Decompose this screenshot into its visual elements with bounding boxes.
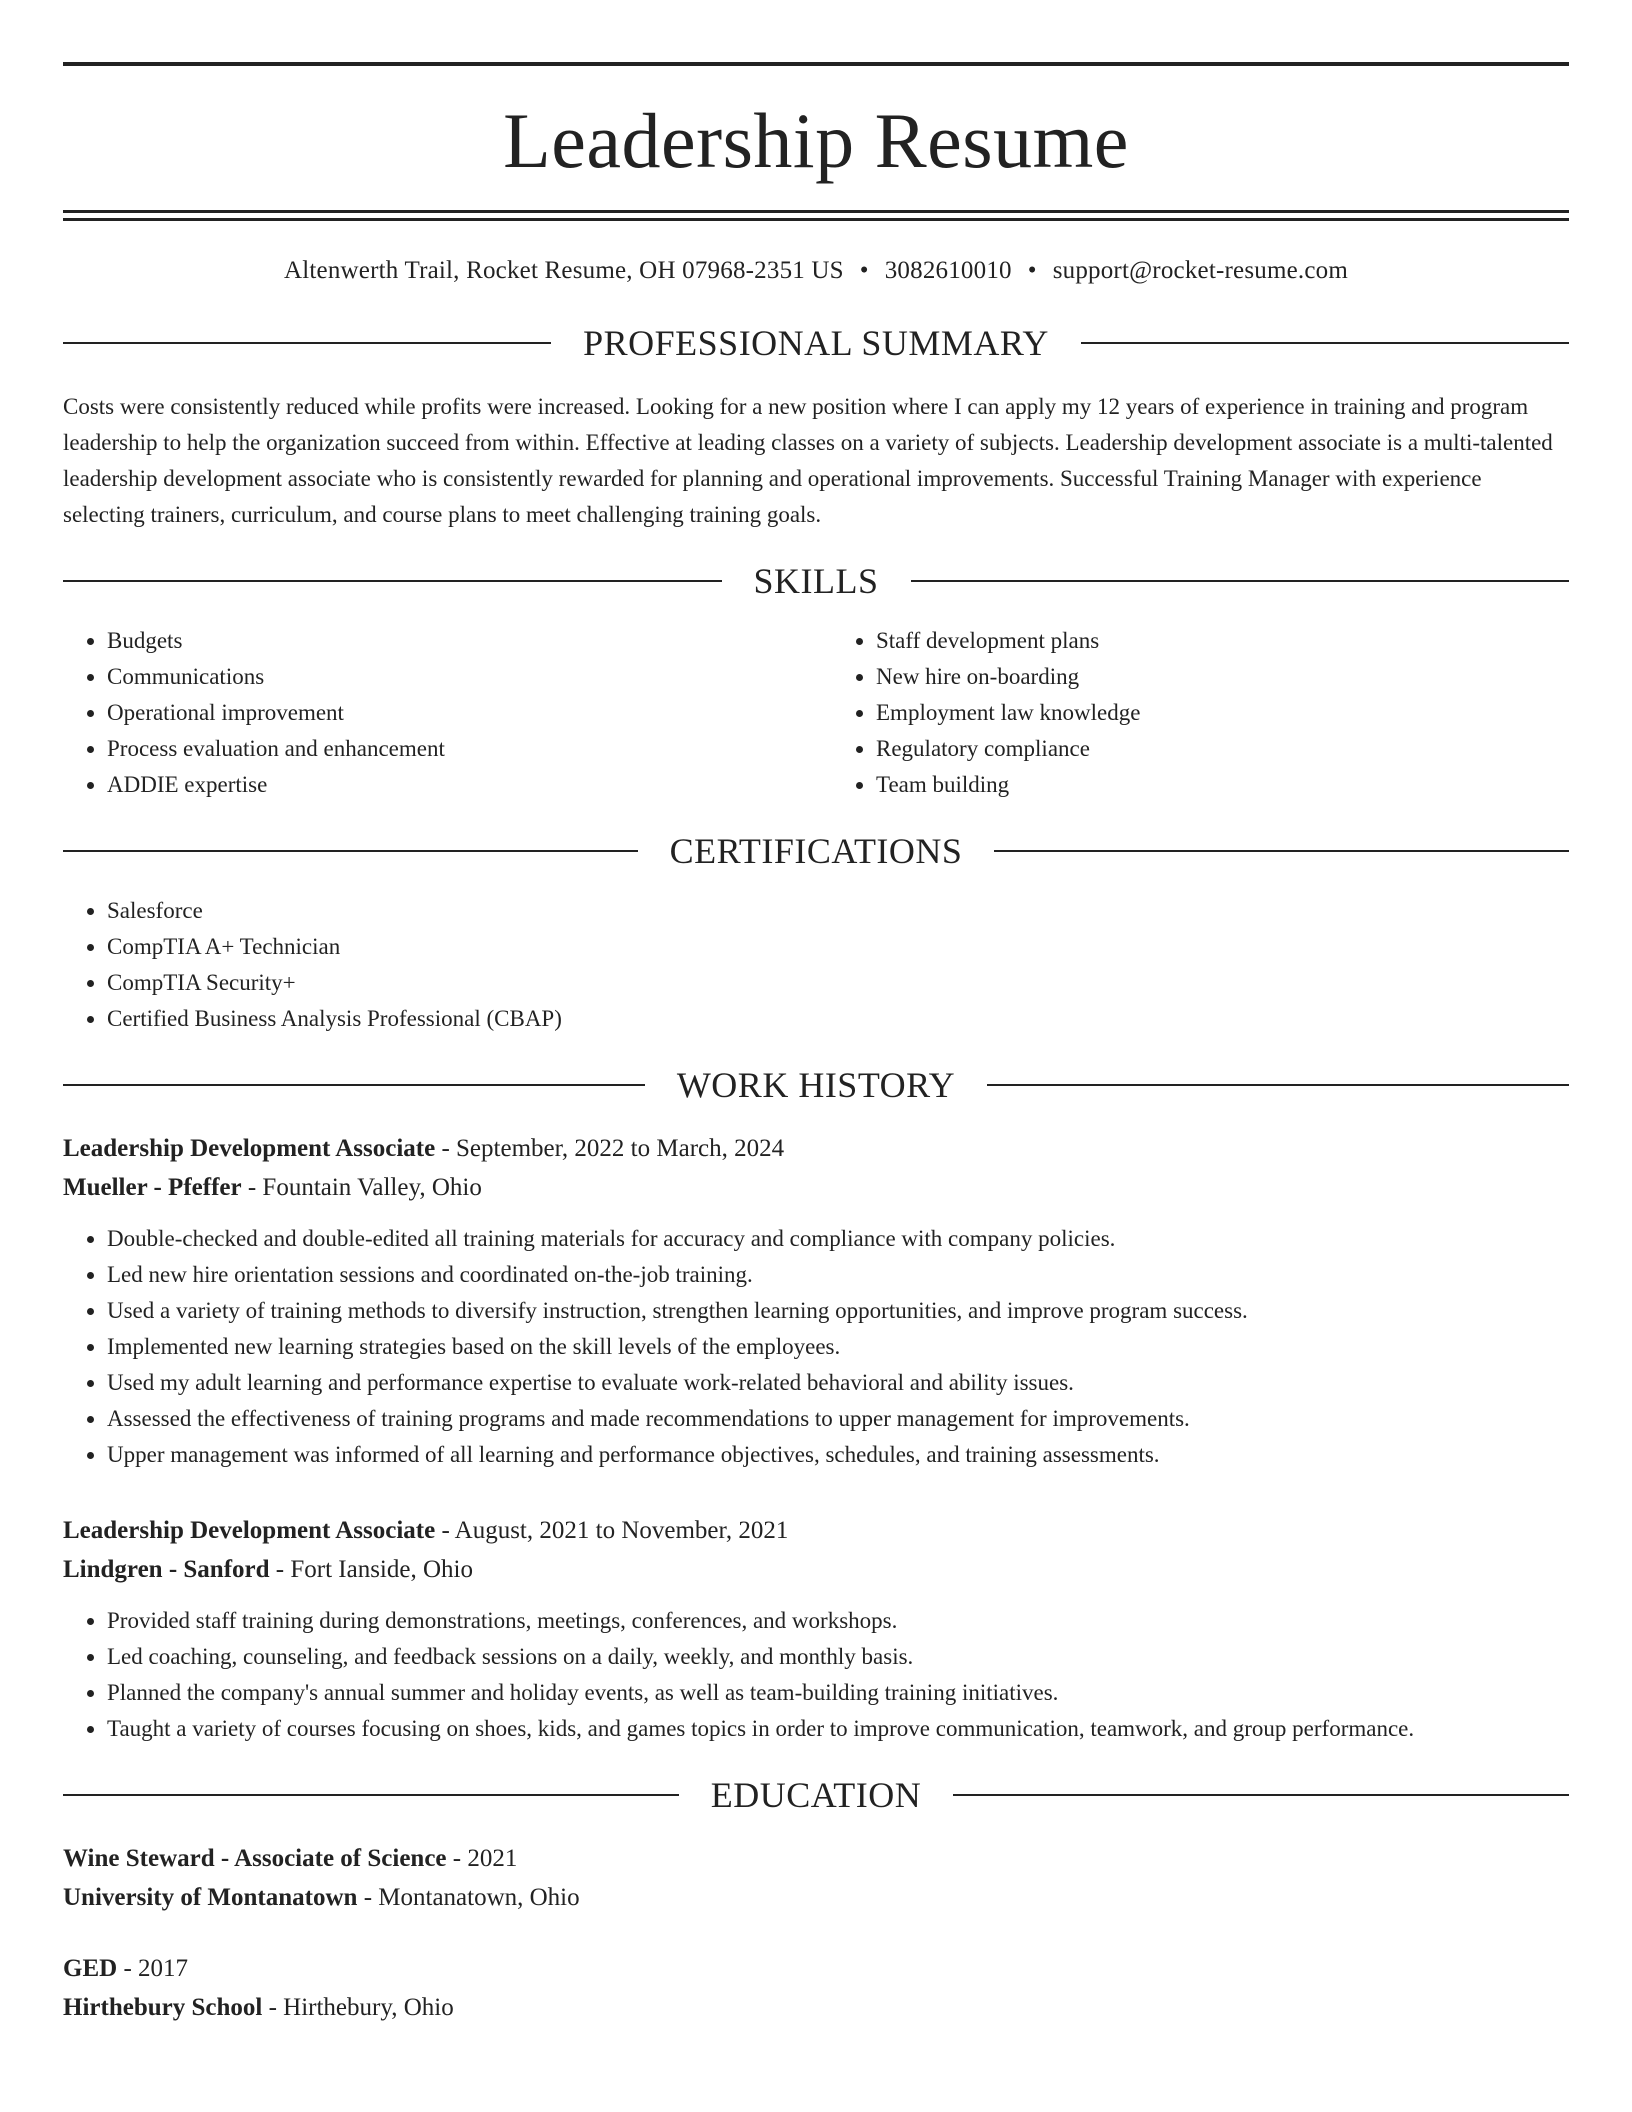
education-entry bbox=[63, 1839, 1569, 1917]
work-history-list bbox=[63, 1129, 1569, 1747]
education-location: - Hirthebury, Ohio bbox=[262, 1994, 454, 2021]
education-year: - 2021 bbox=[446, 1845, 518, 1872]
contact-phone: 3082610010 bbox=[884, 257, 1012, 284]
contact-address: Altenwerth Trail, Rocket Resume, OH 07968-2351 US bbox=[284, 257, 844, 284]
education-school-line bbox=[63, 1988, 1569, 2027]
skill-item: • New hire on-boarding bbox=[876, 659, 1569, 695]
certifications-list bbox=[63, 893, 1569, 1037]
education-school: Hirthebury School bbox=[63, 1994, 263, 2021]
section-header-work bbox=[63, 1067, 1569, 1103]
contact-separator: • bbox=[859, 257, 869, 284]
skill-item: • Budgets bbox=[107, 623, 816, 659]
top-rule bbox=[63, 62, 1569, 66]
education-school-line bbox=[63, 1878, 1569, 1917]
job-dates: - September, 2022 to March, 2024 bbox=[435, 1135, 785, 1162]
certification-item: • CompTIA A+ Technician bbox=[107, 929, 1569, 965]
section-header-summary bbox=[63, 325, 1569, 361]
section-divider bbox=[987, 1084, 1569, 1086]
job-bullet: • Assessed the effectiveness of training programs and made recommendations to upper management for improvements. bbox=[107, 1401, 1569, 1437]
job-location: - Fort Ianside, Ohio bbox=[269, 1556, 473, 1583]
job-title-line bbox=[63, 1511, 1569, 1550]
section-divider bbox=[63, 1084, 645, 1086]
job-title: Leadership Development Associate bbox=[63, 1517, 436, 1544]
education-degree-line bbox=[63, 1839, 1569, 1878]
job-bullet: • Implemented new learning strategies based on the skill levels of the employees. bbox=[107, 1329, 1569, 1365]
skill-item: • Process evaluation and enhancement bbox=[107, 731, 816, 767]
job-bullets bbox=[63, 1603, 1569, 1747]
skills-list bbox=[63, 623, 1569, 803]
education-degree: Wine Steward - Associate of Science bbox=[63, 1845, 447, 1872]
section-divider bbox=[953, 1794, 1569, 1796]
job-company-line bbox=[63, 1550, 1569, 1589]
section-divider bbox=[63, 580, 722, 582]
resume-title: Leadership Resume bbox=[503, 97, 1129, 184]
job-entry bbox=[63, 1511, 1569, 1747]
contact-line bbox=[63, 257, 1569, 285]
section-title-skills: SKILLS bbox=[753, 561, 879, 601]
job-bullet: • Planned the company's annual summer and holiday events, as well as team-building training initiatives. bbox=[107, 1675, 1569, 1711]
job-bullets bbox=[63, 1221, 1569, 1473]
education-year: - 2017 bbox=[117, 1955, 189, 1982]
resume-page bbox=[63, 0, 1569, 2027]
skill-item: • Regulatory compliance bbox=[876, 731, 1569, 767]
job-bullet: • Led coaching, counseling, and feedback sessions on a daily, weekly, and monthly basis. bbox=[107, 1639, 1569, 1675]
education-school: University of Montanatown bbox=[63, 1884, 358, 1911]
section-title-education: EDUCATION bbox=[710, 1775, 922, 1815]
skills-column-right bbox=[816, 623, 1569, 803]
education-degree-line bbox=[63, 1949, 1569, 1988]
professional-summary-text: Costs were consistently reduced while profits were increased. Looking for a new position where I can apply my 12 years of experience in training and program leadership to help the organization succeed from within. Effective at leading classes on a variety of subjects. Leadership development associate is a multi-talented leadership development associate who is consistently rewarded for planning and operational improvements. Successful Training Manager with experience selecting trainers, curriculum, and course plans to meet challenging training goals. bbox=[63, 394, 1553, 527]
job-title-line bbox=[63, 1129, 1569, 1168]
job-bullet: • Taught a variety of courses focusing on shoes, kids, and games topics in order to improve communication, teamwork, and group performance. bbox=[107, 1711, 1569, 1747]
section-title-certifications: CERTIFICATIONS bbox=[669, 831, 963, 871]
section-divider bbox=[63, 850, 638, 852]
title-double-rule bbox=[63, 210, 1569, 221]
skill-item: • Staff development plans bbox=[876, 623, 1569, 659]
job-bullet: • Provided staff training during demonstrations, meetings, conferences, and workshops. bbox=[107, 1603, 1569, 1639]
skill-item: • Team building bbox=[876, 767, 1569, 803]
section-header-skills bbox=[63, 563, 1569, 599]
job-bullet: • Double-checked and double-edited all training materials for accuracy and compliance with company policies. bbox=[107, 1221, 1569, 1257]
job-entry bbox=[63, 1129, 1569, 1473]
education-entry bbox=[63, 1949, 1569, 2027]
certification-item: • Certified Business Analysis Professional (CBAP) bbox=[107, 1001, 1569, 1037]
job-title: Leadership Development Associate bbox=[63, 1135, 436, 1162]
contact-separator: • bbox=[1027, 257, 1037, 284]
section-divider bbox=[63, 1794, 679, 1796]
job-location: - Fountain Valley, Ohio bbox=[241, 1174, 482, 1201]
education-degree: GED bbox=[63, 1955, 118, 1982]
job-bullet: • Used a variety of training methods to diversify instruction, strengthen learning opportunities, and improve program success. bbox=[107, 1293, 1569, 1329]
skill-item: • Operational improvement bbox=[107, 695, 816, 731]
section-header-certifications bbox=[63, 833, 1569, 869]
skill-item: • Communications bbox=[107, 659, 816, 695]
job-company: Lindgren - Sanford bbox=[63, 1556, 270, 1583]
job-company: Mueller - Pfeffer bbox=[63, 1174, 242, 1201]
education-location: - Montanatown, Ohio bbox=[357, 1884, 580, 1911]
job-bullet: • Led new hire orientation sessions and coordinated on-the-job training. bbox=[107, 1257, 1569, 1293]
certification-item: • Salesforce bbox=[107, 893, 1569, 929]
skill-item: • ADDIE expertise bbox=[107, 767, 816, 803]
skill-item: • Employment law knowledge bbox=[876, 695, 1569, 731]
education-list bbox=[63, 1839, 1569, 2027]
job-dates: - August, 2021 to November, 2021 bbox=[435, 1517, 789, 1544]
section-divider bbox=[994, 850, 1569, 852]
section-divider bbox=[63, 342, 551, 344]
section-header-education bbox=[63, 1777, 1569, 1813]
skills-column-left bbox=[63, 623, 816, 803]
section-title-work: WORK HISTORY bbox=[676, 1065, 956, 1105]
certification-item: • CompTIA Security+ bbox=[107, 965, 1569, 1001]
section-title-summary: PROFESSIONAL SUMMARY bbox=[583, 323, 1049, 363]
section-divider bbox=[1081, 342, 1569, 344]
job-company-line bbox=[63, 1168, 1569, 1207]
job-bullet: • Used my adult learning and performance expertise to evaluate work-related behavioral and ability issues. bbox=[107, 1365, 1569, 1401]
job-bullet: • Upper management was informed of all learning and performance objectives, schedules, and training assessments. bbox=[107, 1437, 1569, 1473]
section-divider bbox=[911, 580, 1570, 582]
contact-email: support@rocket-resume.com bbox=[1052, 257, 1348, 284]
